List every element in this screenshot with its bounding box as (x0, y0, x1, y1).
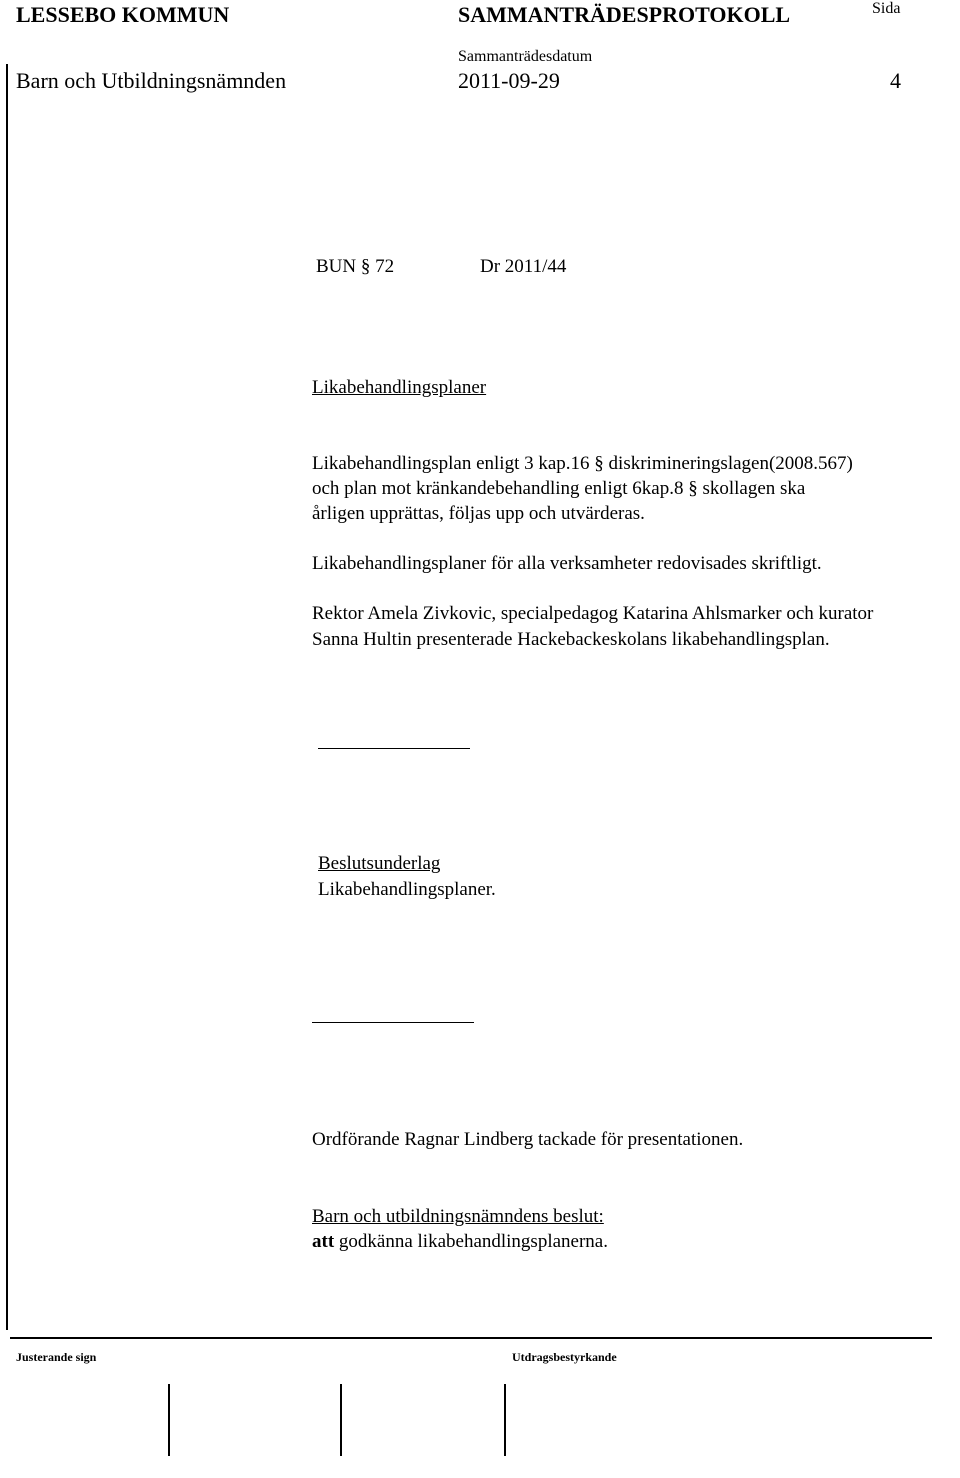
meeting-date: 2011-09-29 (458, 68, 560, 93)
paragraph-1-line-3: årligen upprättas, följas upp och utvärderas. (312, 503, 645, 524)
date-label: Sammanträdesdatum (458, 48, 593, 65)
diary-number: Dr 2011/44 (480, 256, 567, 277)
adjuster-sign-label: Justerande sign (16, 1350, 97, 1364)
committee-name: Barn och Utbildningsnämnden (16, 68, 287, 93)
chair-statement: Ordförande Ragnar Lindberg tackade för presentationen. (312, 1129, 744, 1150)
separator-line (312, 1022, 474, 1023)
case-reference: BUN § 72 (316, 256, 395, 277)
paragraph-1-line-1: Likabehandlingsplan enligt 3 kap.16 § diskrimineringslagen(2008.567) (312, 453, 853, 474)
basis-text: Likabehandlingsplaner. (318, 879, 496, 900)
separator-line (318, 748, 470, 749)
signature-box-divider (340, 1384, 342, 1456)
decision-text (312, 1230, 608, 1255)
footer-rule (10, 1337, 932, 1339)
page-label: Sida (872, 0, 901, 17)
paragraph-2: Likabehandlingsplaner för alla verksamheter redovisades skriftligt. (312, 553, 822, 574)
paragraph-3-line-1: Rektor Amela Zivkovic, specialpedagog Katarina Ahlsmarker och kurator (312, 603, 874, 624)
page-number: 4 (890, 68, 901, 93)
basis-heading: Beslutsunderlag (318, 853, 441, 874)
decision-heading: Barn och utbildningsnämndens beslut: (312, 1206, 604, 1227)
decision-body: godkänna likabehandlingsplanerna. (334, 1231, 608, 1252)
left-margin-rule (6, 64, 8, 1330)
signature-box-divider (168, 1384, 170, 1456)
organization-name: LESSEBO KOMMUN (16, 2, 230, 27)
decision-att: att (312, 1231, 335, 1252)
extract-certifier-label: Utdragsbestyrkande (512, 1350, 617, 1364)
paragraph-3-line-2: Sanna Hultin presenterade Hackebackeskolans likabehandlingsplan. (312, 629, 830, 650)
paragraph-1-line-2: och plan mot kränkandebehandling enligt 6kap.8 § skollagen ska (312, 478, 806, 499)
item-title: Likabehandlingsplaner (312, 377, 487, 398)
document-type: SAMMANTRÄDESPROTOKOLL (458, 2, 791, 27)
signature-box-divider (504, 1384, 506, 1456)
